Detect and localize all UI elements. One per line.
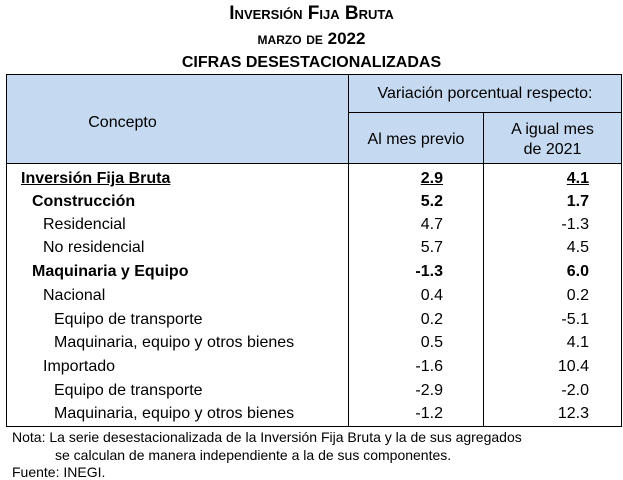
- header-group-divider: [348, 112, 621, 113]
- row-value-same-month: -2.0: [561, 382, 589, 399]
- row-value-prev-month: 4.7: [420, 216, 443, 233]
- title-series-type: CIFRAS DESESTACIONALIZADAS: [181, 54, 442, 71]
- row-value-same-month: 10.4: [557, 358, 589, 375]
- row-label: Residencial: [43, 216, 126, 233]
- row-value-same-month: 4.1: [566, 170, 589, 187]
- row-value-prev-month: -2.9: [415, 382, 443, 399]
- row-label: Inversión Fija Bruta: [21, 170, 171, 187]
- title-main: Inversión Fija Bruta: [229, 3, 394, 24]
- row-label: No residencial: [43, 239, 145, 256]
- table-row: [7, 260, 621, 283]
- header-same-month: A igual mes: [511, 121, 594, 138]
- table-row: [7, 167, 621, 190]
- row-value-same-month: 0.2: [566, 287, 589, 304]
- row-label: Importado: [43, 358, 116, 375]
- header-bottom-border: [7, 163, 621, 164]
- title-period: marzo de 2022: [257, 29, 366, 48]
- row-value-same-month: 12.3: [557, 405, 589, 422]
- row-value-same-month: -1.3: [561, 216, 589, 233]
- row-value-prev-month: -1.6: [415, 358, 443, 375]
- investment-table: [6, 74, 622, 427]
- row-value-prev-month: 0.2: [420, 311, 443, 328]
- row-value-same-month: 4.1: [566, 334, 589, 351]
- row-label: Equipo de transporte: [54, 382, 203, 399]
- table-row: [7, 236, 621, 259]
- header-prev-month: Al mes previo: [367, 131, 465, 148]
- row-value-same-month: 1.7: [566, 193, 589, 210]
- table-row: [7, 284, 621, 307]
- row-label: Maquinaria y Equipo: [32, 263, 189, 280]
- table-row: [7, 379, 621, 402]
- row-value-prev-month: 5.2: [420, 193, 443, 210]
- row-value-prev-month: 0.4: [420, 287, 443, 304]
- table-row: [7, 402, 621, 425]
- footnote-line-1: Nota: La serie desestacionalizada de la Inversión Fija Bruta y la de sus agregados: [12, 429, 522, 445]
- row-value-prev-month: -1.2: [415, 405, 443, 422]
- header-same-month-year: de 2021: [523, 141, 582, 158]
- row-value-prev-month: 5.7: [420, 239, 443, 256]
- table-row: [7, 190, 621, 213]
- footnote-line-2: se calculan de manera independiente a la de sus componentes.: [55, 447, 452, 463]
- table-row: [7, 331, 621, 354]
- row-label: Maquinaria, equipo y otros bienes: [54, 334, 295, 351]
- row-label: Maquinaria, equipo y otros bienes: [54, 405, 295, 422]
- table-row: [7, 213, 621, 236]
- row-value-same-month: 6.0: [566, 263, 589, 280]
- header-concept: Concepto: [88, 114, 157, 131]
- row-value-same-month: 4.5: [566, 239, 589, 256]
- header-variation-group: Variación porcentual respecto:: [377, 85, 593, 102]
- row-value-prev-month: 2.9: [420, 170, 443, 187]
- row-label: Construcción: [32, 193, 136, 210]
- row-value-same-month: -5.1: [561, 311, 589, 328]
- table-row: [7, 355, 621, 378]
- row-value-prev-month: -1.3: [415, 263, 443, 280]
- row-value-prev-month: 0.5: [420, 334, 443, 351]
- table-row: [7, 308, 621, 331]
- source-note: Fuente: INEGI.: [12, 464, 106, 480]
- row-label: Equipo de transporte: [54, 311, 203, 328]
- row-label: Nacional: [43, 287, 106, 304]
